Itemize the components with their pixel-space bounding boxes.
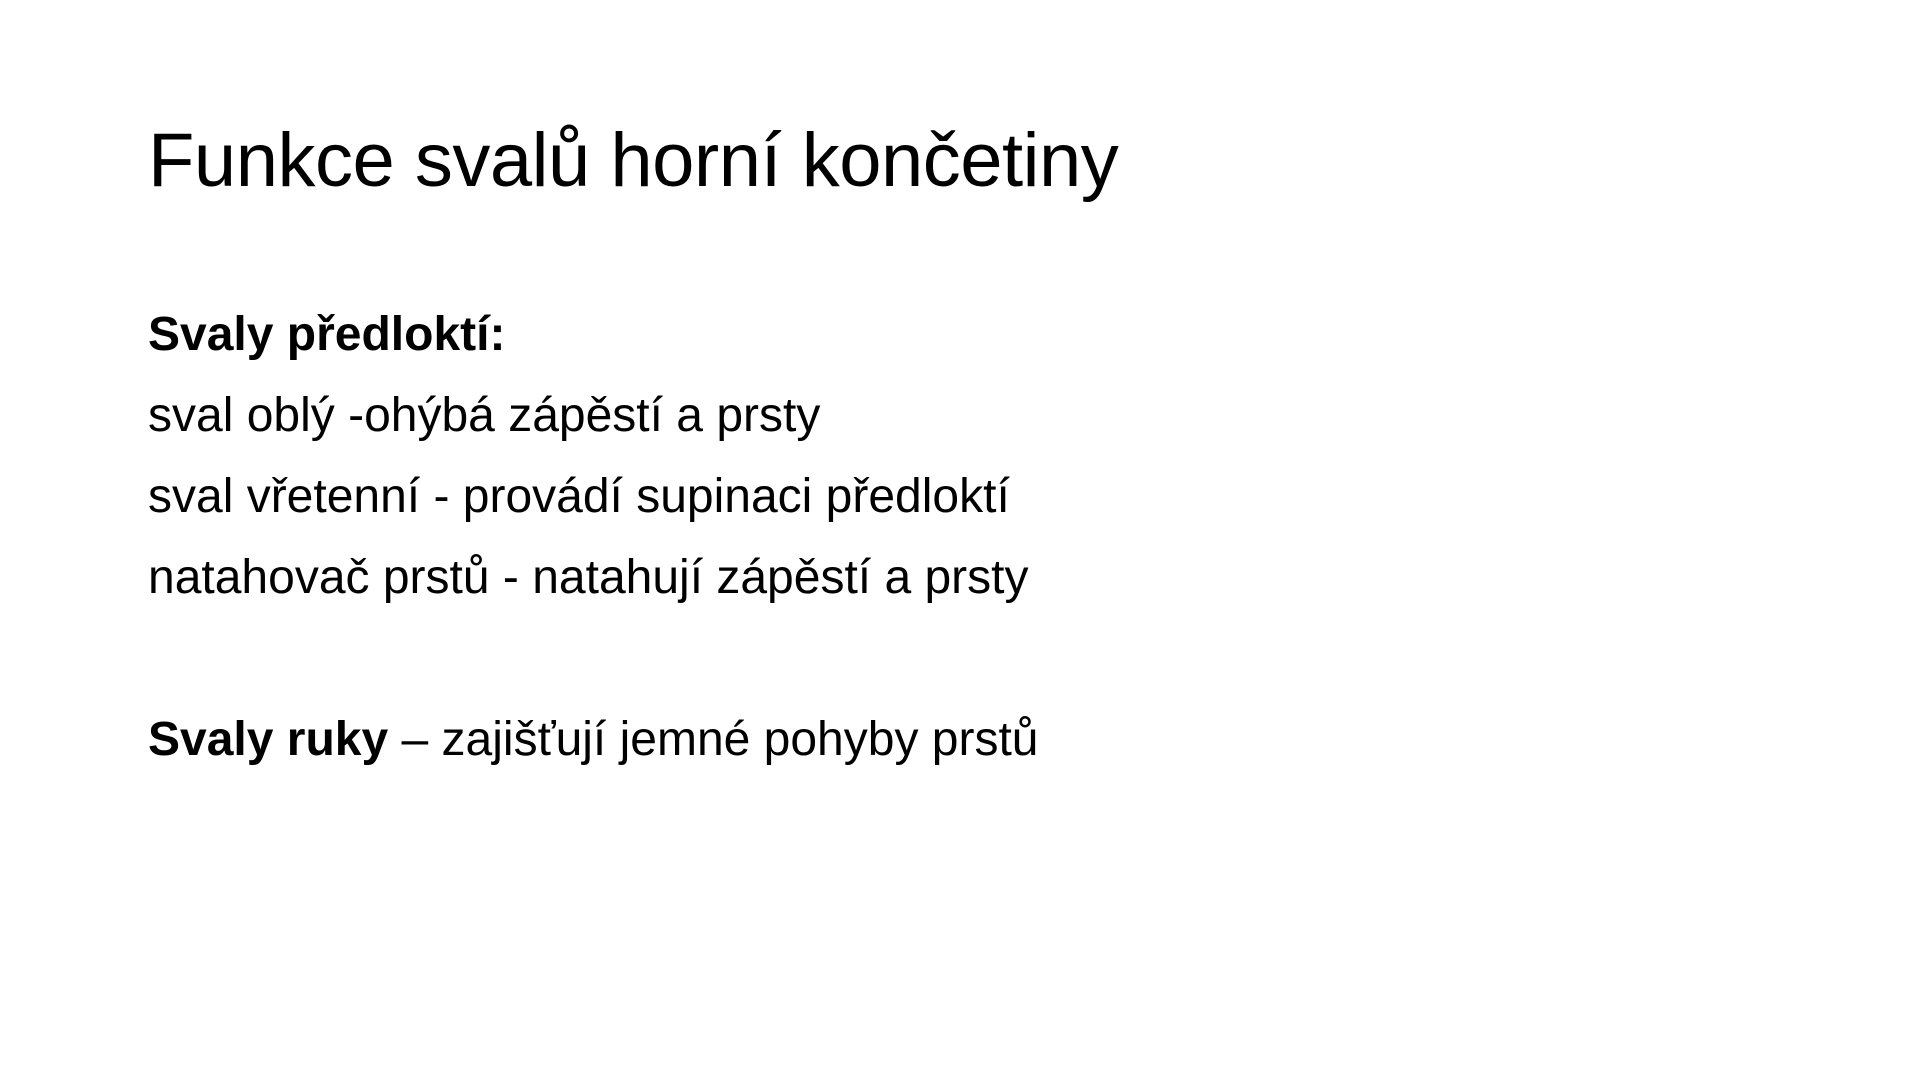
hand-muscles-heading: Svaly ruky — [148, 713, 389, 766]
list-item: sval oblý -ohýbá zápěstí a prsty — [148, 389, 821, 442]
forearm-muscles-heading: Svaly předloktí: — [148, 308, 506, 361]
hand-muscles-line — [148, 699, 1748, 780]
slide-content — [148, 294, 1748, 780]
slide-title: Funkce svalů horní končetiny — [148, 118, 1119, 203]
hand-muscles-text: – zajišťují jemné pohyby prstů — [388, 713, 1039, 766]
list-item: sval vřetenní - provádí supinaci předloktí — [148, 470, 1010, 523]
spacer — [148, 618, 1748, 699]
list-item: natahovač prstů - natahují zápěstí a prsty — [148, 551, 1029, 604]
